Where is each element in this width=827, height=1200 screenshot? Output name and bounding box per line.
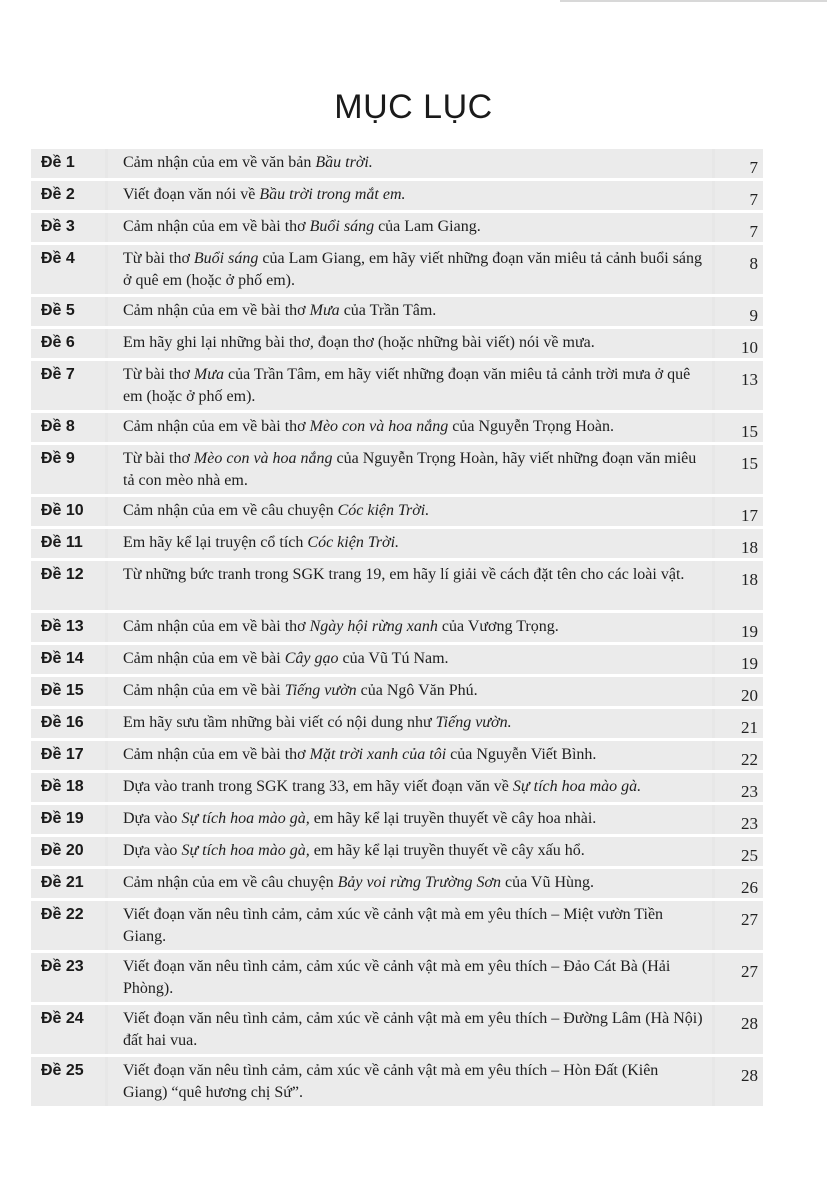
toc-entry-number: Đề 6	[31, 329, 105, 358]
toc-entry-number: Đề 7	[31, 361, 105, 410]
toc-row	[31, 213, 763, 242]
toc-entry-number: Đề 21	[31, 869, 105, 898]
toc-row	[31, 181, 763, 210]
toc-row	[31, 529, 763, 558]
toc-row	[31, 773, 763, 802]
toc-entry-title: Dựa vào Sự tích hoa mào gà, em hãy kể lại truyền thuyết về cây xấu hổ.	[108, 837, 712, 866]
toc-row	[31, 1057, 763, 1106]
toc-row	[31, 953, 763, 1002]
toc-entry-number: Đề 22	[31, 901, 105, 950]
toc-row	[31, 709, 763, 738]
toc-entry-number: Đề 14	[31, 645, 105, 674]
toc-entry-page: 15	[715, 413, 763, 442]
toc-entry-title: Viết đoạn văn nêu tình cảm, cảm xúc về cảnh vật mà em yêu thích – Đảo Cát Bà (Hải Phòng).	[108, 953, 712, 1002]
toc-entry-number: Đề 23	[31, 953, 105, 1002]
toc-entry-page: 19	[715, 613, 763, 642]
toc-row	[31, 445, 763, 494]
toc-entry-title: Dựa vào tranh trong SGK trang 33, em hãy viết đoạn văn về Sự tích hoa mào gà.	[108, 773, 712, 802]
toc-entry-page: 15	[715, 445, 763, 494]
toc-entry-page: 18	[715, 529, 763, 558]
toc-entry-page: 18	[715, 561, 763, 610]
toc-entry-number: Đề 4	[31, 245, 105, 294]
toc-row	[31, 837, 763, 866]
toc-entry-page: 28	[715, 1005, 763, 1054]
toc-entry-page: 27	[715, 901, 763, 950]
toc-entry-title: Từ bài thơ Mèo con và hoa nắng của Nguyễn Trọng Hoàn, hãy viết những đoạn văn miêu tả con mèo nhà em.	[108, 445, 712, 494]
toc-entry-title: Cảm nhận của em về câu chuyện Cóc kiện Trời.	[108, 497, 712, 526]
top-rule	[560, 0, 827, 2]
toc-entry-number: Đề 2	[31, 181, 105, 210]
toc-entry-page: 25	[715, 837, 763, 866]
toc-entry-number: Đề 10	[31, 497, 105, 526]
toc-entry-title: Em hãy kể lại truyện cổ tích Cóc kiện Trời.	[108, 529, 712, 558]
toc-entry-page: 8	[715, 245, 763, 294]
toc-entry-title: Cảm nhận của em về bài thơ Buổi sáng của Lam Giang.	[108, 213, 712, 242]
toc-entry-number: Đề 20	[31, 837, 105, 866]
toc-entry-title: Từ bài thơ Buổi sáng của Lam Giang, em hãy viết những đoạn văn miêu tả cảnh buổi sáng ở quê em (hoặc ở phố em).	[108, 245, 712, 294]
toc-entry-number: Đề 15	[31, 677, 105, 706]
toc-entry-page: 27	[715, 953, 763, 1002]
toc-row	[31, 869, 763, 898]
toc-entry-page: 23	[715, 773, 763, 802]
toc-entry-number: Đề 24	[31, 1005, 105, 1054]
toc-entry-title: Cảm nhận của em về bài thơ Ngày hội rừng xanh của Vương Trọng.	[108, 613, 712, 642]
toc-row	[31, 805, 763, 834]
toc-entry-number: Đề 16	[31, 709, 105, 738]
table-of-contents	[31, 149, 763, 1109]
toc-entry-number: Đề 5	[31, 297, 105, 326]
toc-entry-title: Cảm nhận của em về câu chuyện Bảy voi rừng Trường Sơn của Vũ Hùng.	[108, 869, 712, 898]
toc-entry-number: Đề 8	[31, 413, 105, 442]
toc-entry-page: 13	[715, 361, 763, 410]
toc-entry-page: 10	[715, 329, 763, 358]
toc-entry-title: Cảm nhận của em về bài Cây gạo của Vũ Tú Nam.	[108, 645, 712, 674]
page-title: MỤC LỤC	[334, 88, 493, 126]
toc-row	[31, 741, 763, 770]
toc-entry-page: 7	[715, 213, 763, 242]
toc-entry-title: Cảm nhận của em về văn bản Bầu trời.	[108, 149, 712, 178]
toc-entry-number: Đề 12	[31, 561, 105, 610]
toc-entry-number: Đề 11	[31, 529, 105, 558]
toc-entry-title: Từ bài thơ Mưa của Trần Tâm, em hãy viết những đoạn văn miêu tả cảnh trời mưa ở quê em (hoặc ở phố em).	[108, 361, 712, 410]
toc-row	[31, 413, 763, 442]
toc-row	[31, 645, 763, 674]
toc-row	[31, 361, 763, 410]
toc-row	[31, 297, 763, 326]
toc-entry-title: Em hãy ghi lại những bài thơ, đoạn thơ (hoặc những bài viết) nói về mưa.	[108, 329, 712, 358]
toc-entry-title: Cảm nhận của em về bài thơ Mưa của Trần Tâm.	[108, 297, 712, 326]
toc-entry-page: 17	[715, 497, 763, 526]
toc-entry-title: Cảm nhận của em về bài thơ Mặt trời xanh của tôi của Nguyễn Viết Bình.	[108, 741, 712, 770]
toc-row	[31, 901, 763, 950]
toc-entry-page: 20	[715, 677, 763, 706]
toc-entry-number: Đề 17	[31, 741, 105, 770]
toc-entry-title: Viết đoạn văn nêu tình cảm, cảm xúc về cảnh vật mà em yêu thích – Đường Lâm (Hà Nội) đất hai vua.	[108, 1005, 712, 1054]
toc-entry-page: 19	[715, 645, 763, 674]
toc-entry-page: 9	[715, 297, 763, 326]
toc-entry-title: Cảm nhận của em về bài thơ Mèo con và hoa nắng của Nguyễn Trọng Hoàn.	[108, 413, 712, 442]
toc-entry-title: Viết đoạn văn nói về Bầu trời trong mắt em.	[108, 181, 712, 210]
toc-entry-page: 26	[715, 869, 763, 898]
toc-entry-page: 22	[715, 741, 763, 770]
toc-row	[31, 1005, 763, 1054]
toc-entry-page: 7	[715, 181, 763, 210]
toc-entry-number: Đề 3	[31, 213, 105, 242]
toc-entry-number: Đề 25	[31, 1057, 105, 1106]
toc-row	[31, 561, 763, 610]
toc-entry-number: Đề 18	[31, 773, 105, 802]
toc-row	[31, 245, 763, 294]
toc-entry-title: Dựa vào Sự tích hoa mào gà, em hãy kể lại truyền thuyết về cây hoa nhài.	[108, 805, 712, 834]
toc-row	[31, 677, 763, 706]
toc-entry-page: 28	[715, 1057, 763, 1106]
toc-entry-page: 7	[715, 149, 763, 178]
toc-entry-page: 21	[715, 709, 763, 738]
toc-entry-number: Đề 9	[31, 445, 105, 494]
toc-entry-title: Từ những bức tranh trong SGK trang 19, em hãy lí giải về cách đặt tên cho các loài vật.	[108, 561, 712, 610]
toc-entry-title: Cảm nhận của em về bài Tiếng vườn của Ngô Văn Phú.	[108, 677, 712, 706]
toc-entry-page: 23	[715, 805, 763, 834]
toc-entry-title: Viết đoạn văn nêu tình cảm, cảm xúc về cảnh vật mà em yêu thích – Hòn Đất (Kiên Giang) “quê hương chị Sứ”.	[108, 1057, 712, 1106]
toc-entry-title: Em hãy sưu tầm những bài viết có nội dung như Tiếng vườn.	[108, 709, 712, 738]
toc-row	[31, 149, 763, 178]
toc-entry-number: Đề 13	[31, 613, 105, 642]
toc-entry-number: Đề 1	[31, 149, 105, 178]
toc-entry-number: Đề 19	[31, 805, 105, 834]
toc-row	[31, 497, 763, 526]
toc-row	[31, 329, 763, 358]
toc-entry-title: Viết đoạn văn nêu tình cảm, cảm xúc về cảnh vật mà em yêu thích – Miệt vườn Tiền Giang.	[108, 901, 712, 950]
toc-row	[31, 613, 763, 642]
